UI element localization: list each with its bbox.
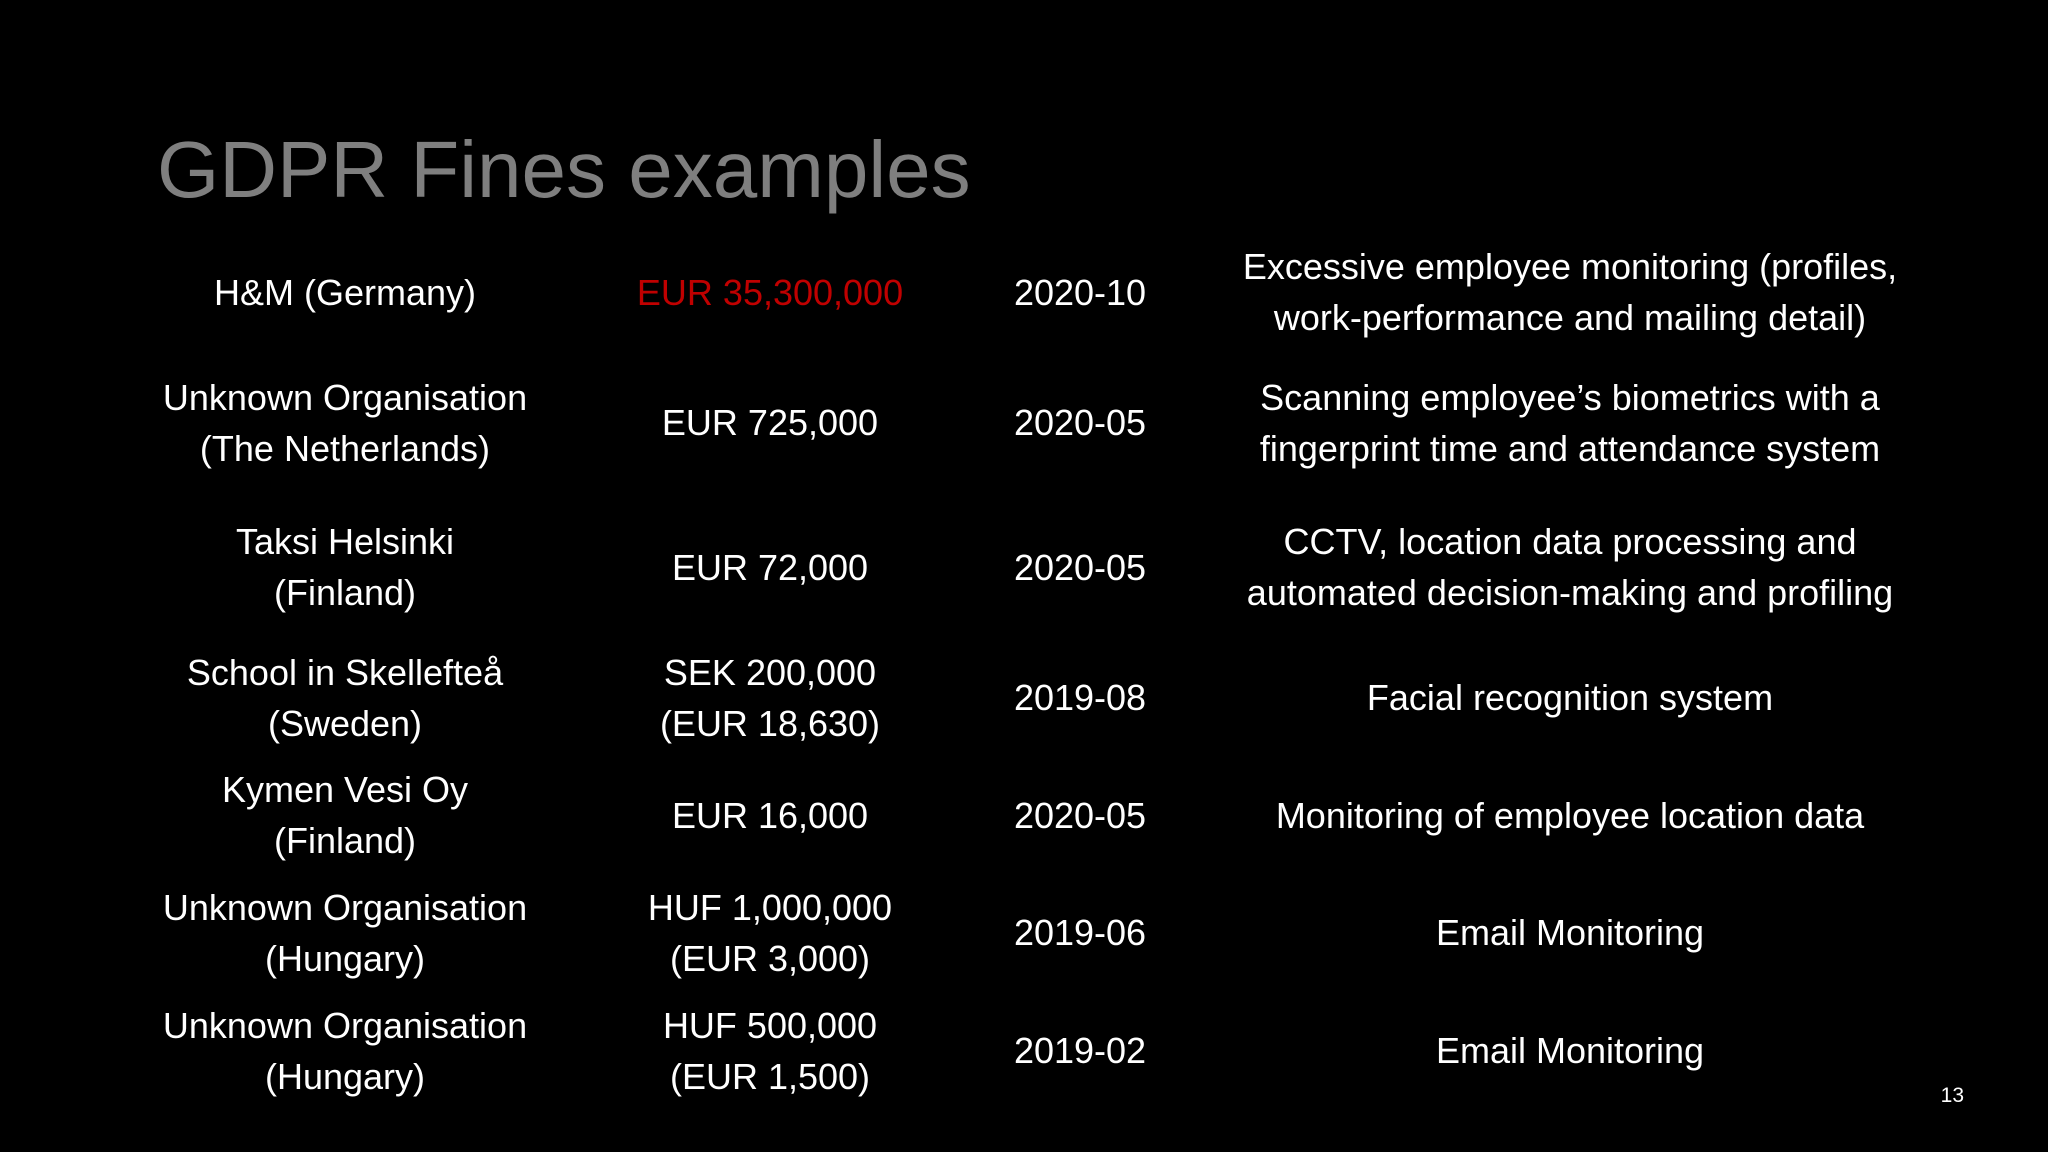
table-row xyxy=(130,234,1960,350)
fine-amount-line: (EUR 18,630) xyxy=(659,702,881,744)
organisation-cell xyxy=(130,350,560,495)
organisation-line: School in Skellefteå xyxy=(186,651,504,693)
fine-reason-cell xyxy=(1180,350,1960,495)
fine-amount-cell xyxy=(560,234,980,350)
organisation-cell xyxy=(130,756,560,874)
organisation-line: Unknown Organisation xyxy=(162,376,528,418)
fine-reason-cell xyxy=(1180,639,1960,756)
fine-amount-line: HUF 500,000 xyxy=(662,1004,878,1046)
organisation-line: (Hungary) xyxy=(264,1055,426,1097)
fine-amount-cell xyxy=(560,495,980,639)
organisation-line: H&M (Germany) xyxy=(213,271,477,313)
fine-amount-cell xyxy=(560,639,980,756)
organisation-line: Taksi Helsinki xyxy=(235,521,455,562)
fine-amount-line: (EUR 3,000) xyxy=(669,937,871,979)
fine-reason-cell xyxy=(1180,874,1960,991)
fines-table xyxy=(130,234,1960,1110)
fine-reason-line: Scanning employee’s biometrics with a xyxy=(1260,376,1880,418)
fine-date-cell: 2020-05 xyxy=(1013,546,1147,588)
table-row xyxy=(130,495,1960,639)
fine-amount-line: HUF 1,000,000 xyxy=(647,886,893,928)
slide-title: GDPR Fines examples xyxy=(157,125,971,214)
fine-reason-line: fingerprint time and attendance system xyxy=(1259,427,1881,469)
fine-amount-cell xyxy=(560,874,980,991)
fine-amount-line: SEK 200,000 xyxy=(663,651,877,693)
organisation-cell xyxy=(130,991,560,1110)
fine-reason-cell xyxy=(1180,234,1960,350)
fine-reason-cell xyxy=(1180,756,1960,874)
table-row xyxy=(130,350,1960,495)
organisation-line: (Finland) xyxy=(273,820,417,861)
table-row xyxy=(130,639,1960,756)
fine-amount-cell xyxy=(560,350,980,495)
fine-date-cell: 2019-08 xyxy=(1013,677,1147,718)
fine-amount-line: EUR 35,300,000 xyxy=(636,271,904,313)
fine-reason-line: work-performance and mailing detail) xyxy=(1273,297,1867,338)
fine-reason-line: Monitoring of employee location data xyxy=(1275,794,1865,836)
fine-amount-line: EUR 725,000 xyxy=(661,402,879,443)
fine-date-cell: 2019-02 xyxy=(1013,1030,1147,1071)
fine-amount-cell xyxy=(560,756,980,874)
organisation-cell xyxy=(130,639,560,756)
fine-reason-line: Excessive employee monitoring (profiles, xyxy=(1242,246,1898,287)
table-row xyxy=(130,756,1960,874)
fine-amount-line: EUR 72,000 xyxy=(671,546,869,588)
organisation-line: Unknown Organisation xyxy=(162,886,528,928)
organisation-line: (The Netherlands) xyxy=(199,427,491,469)
organisation-line: (Finland) xyxy=(273,572,417,613)
fine-reason-cell xyxy=(1180,495,1960,639)
table-row xyxy=(130,874,1960,991)
fine-date-cell: 2020-05 xyxy=(1013,402,1147,443)
organisation-cell xyxy=(130,495,560,639)
organisation-line: Kymen Vesi Oy xyxy=(221,769,469,810)
fine-reason-line: Email Monitoring xyxy=(1435,1030,1705,1071)
organisation-cell xyxy=(130,234,560,350)
fine-date-cell: 2020-05 xyxy=(1013,794,1147,836)
fine-reason-line: CCTV, location data processing and xyxy=(1283,521,1857,562)
fine-reason-line: Facial recognition system xyxy=(1366,677,1774,718)
fine-reason-line: Email Monitoring xyxy=(1435,912,1705,953)
page-number: 13 xyxy=(1940,1084,1964,1107)
fine-amount-line: EUR 16,000 xyxy=(671,794,869,836)
fine-reason-line: automated decision-making and profiling xyxy=(1246,572,1894,613)
fine-date-cell: 2019-06 xyxy=(1013,912,1147,953)
organisation-cell xyxy=(130,874,560,991)
fine-amount-cell xyxy=(560,991,980,1110)
organisation-line: (Hungary) xyxy=(264,937,426,979)
fine-reason-cell xyxy=(1180,991,1960,1110)
organisation-line: (Sweden) xyxy=(267,702,423,744)
fine-date-cell: 2020-10 xyxy=(1013,271,1147,313)
table-row xyxy=(130,991,1960,1110)
fine-amount-line: (EUR 1,500) xyxy=(669,1055,871,1097)
organisation-line: Unknown Organisation xyxy=(162,1004,528,1046)
